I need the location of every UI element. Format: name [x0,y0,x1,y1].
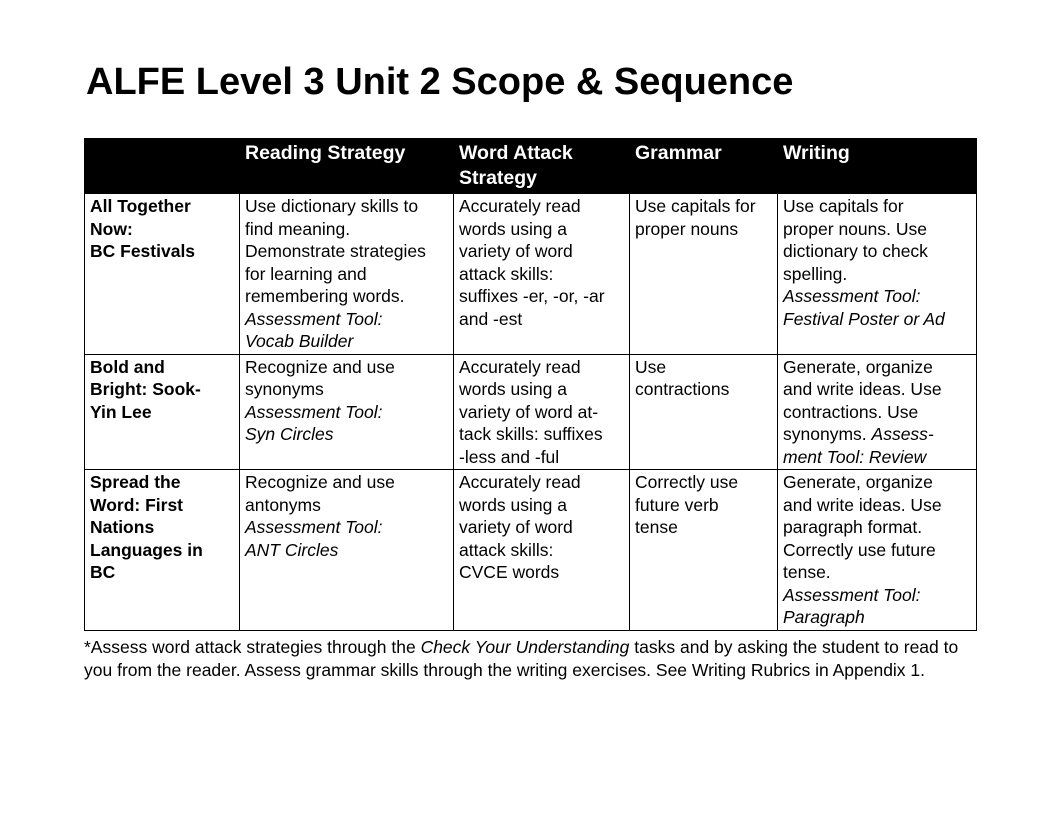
word-attack-cell: Accurately read words using a variety of word at- tack skills: suffixes -less and -ful [454,354,630,470]
header-reading-strategy: Reading Strategy [240,139,454,194]
word-attack-cell: Accurately read words using a variety of word attack skills: suffixes -er, -or, -ar and -est [454,194,630,355]
writing-cell: Generate, organize and write ideas. Use paragraph format. Correctly use future tense. Assessment Tool: Paragraph [778,470,977,631]
table-row [85,194,977,355]
unit-cell: Bold and Bright: Sook- Yin Lee [85,354,240,470]
header-writing: Writing [778,139,977,194]
grammar-cell: Use contractions [630,354,778,470]
grammar-cell: Use capitals for proper nouns [630,194,778,355]
writing-cell: Generate, organize and write ideas. Use contractions. Use synonyms. Assess- ment Tool: Review [778,354,977,470]
unit-cell: Spread the Word: First Nations Languages in BC [85,470,240,631]
grammar-cell: Correctly use future verb tense [630,470,778,631]
reading-strategy-cell: Recognize and use synonyms Assessment Tool: Syn Circles [240,354,454,470]
header-grammar: Grammar [630,139,778,194]
footnote-emphasis: Check Your Understanding [420,637,630,657]
reading-strategy-cell: Use dictionary skills to find meaning. Demonstrate strategies for learning and remembering words. Assessment Tool: Vocab Builder [240,194,454,355]
header-unit [85,139,240,194]
scope-sequence-table [84,138,977,631]
table-row [85,354,977,470]
table-row [85,470,977,631]
page-title: ALFE Level 3 Unit 2 Scope & Sequence [86,61,794,103]
footnote: *Assess word attack strategies through the Check Your Understanding tasks and by asking the student to read to you from the reader. Assess grammar skills through the writing exercises. See Writing Rubrics in Appendix 1. [84,637,959,680]
table-header-row [85,139,977,194]
reading-strategy-cell: Recognize and use antonyms Assessment Tool: ANT Circles [240,470,454,631]
header-word-attack-strategy: Word Attack Strategy [454,139,630,194]
word-attack-cell: Accurately read words using a variety of word attack skills: CVCE words [454,470,630,631]
unit-cell: All Together Now: BC Festivals [85,194,240,355]
writing-cell: Use capitals for proper nouns. Use dictionary to check spelling. Assessment Tool: Festival Poster or Ad [778,194,977,355]
